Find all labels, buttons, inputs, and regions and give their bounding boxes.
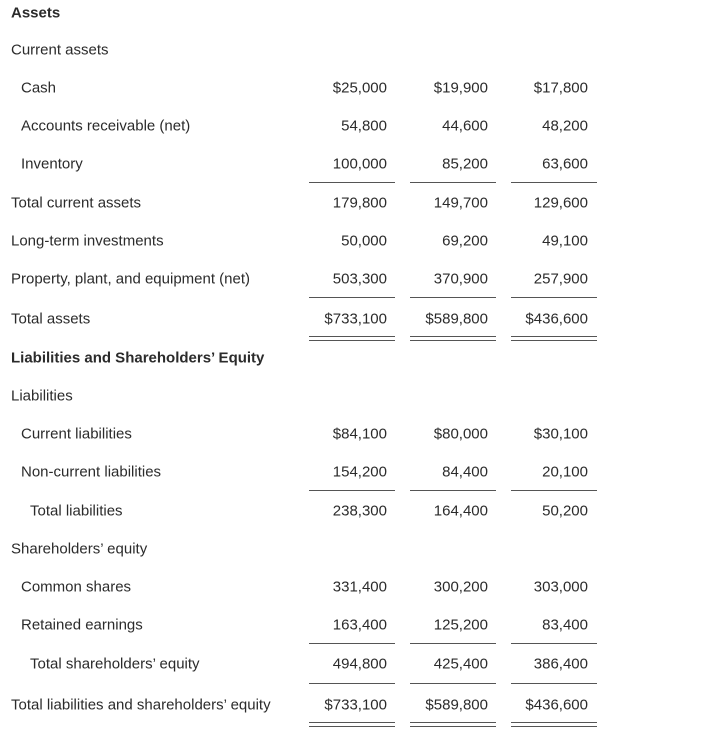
inventory-value-2: 85,200 <box>442 155 488 173</box>
non-current-liabilities-label: Non-current liabilities <box>21 463 162 481</box>
liabilities-equity-heading-row <box>0 339 724 377</box>
long-term-investments-row <box>0 222 724 260</box>
common-shares-value-2: 300,200 <box>433 578 488 596</box>
subtotal-rule <box>309 490 395 491</box>
subtotal-rule <box>511 643 597 644</box>
total-double-rule <box>511 722 597 727</box>
inventory-label: Inventory <box>21 155 83 173</box>
liabilities-equity-heading: Liabilities and Shareholders’ Equity <box>11 349 265 367</box>
total-liabilities-value-1: 238,300 <box>332 502 387 520</box>
subtotal-rule <box>511 297 597 298</box>
subtotal-rule <box>410 683 496 684</box>
subtotal-rule <box>410 297 496 298</box>
subtotal-rule <box>309 297 395 298</box>
ppe-row <box>0 260 724 298</box>
total-current-assets-value-3: 129,600 <box>533 194 588 212</box>
retained-earnings-row <box>0 606 724 644</box>
accounts-receivable-label: Accounts receivable (net) <box>21 117 191 135</box>
shareholders-equity-label: Shareholders’ equity <box>11 540 148 558</box>
subtotal-rule <box>410 182 496 183</box>
liabilities-label-row <box>0 377 724 415</box>
current-liabilities-label: Current liabilities <box>21 425 132 443</box>
subtotal-rule <box>309 182 395 183</box>
non-current-liabilities-value-2: 84,400 <box>442 463 488 481</box>
total-liabilities-value-2: 164,400 <box>433 502 488 520</box>
total-shareholders-equity-value-3: 386,400 <box>533 655 588 673</box>
subtotal-rule <box>410 490 496 491</box>
inventory-row <box>0 145 724 183</box>
long-term-investments-value-3: 49,100 <box>542 232 588 250</box>
subtotal-rule <box>511 683 597 684</box>
total-assets-value-1: $733,100 <box>324 310 387 328</box>
shareholders-equity-label-row <box>0 530 724 568</box>
ppe-label: Property, plant, and equipment (net) <box>11 270 251 288</box>
current-liabilities-row <box>0 415 724 453</box>
current-assets-label: Current assets <box>11 41 109 59</box>
total-assets-label: Total assets <box>11 310 91 328</box>
common-shares-row <box>0 568 724 606</box>
ppe-value-1: 503,300 <box>332 270 387 288</box>
accounts-receivable-row <box>0 107 724 145</box>
current-assets-label-row <box>0 31 724 69</box>
total-current-assets-value-1: 179,800 <box>332 194 387 212</box>
total-shareholders-equity-value-2: 425,400 <box>433 655 488 673</box>
retained-earnings-value-2: 125,200 <box>433 616 488 634</box>
cash-label: Cash <box>21 79 57 97</box>
retained-earnings-value-3: 83,400 <box>542 616 588 634</box>
total-current-assets-value-2: 149,700 <box>433 194 488 212</box>
total-liabilities-value-3: 50,200 <box>542 502 588 520</box>
total-current-assets-row <box>0 184 724 222</box>
cash-value-3: $17,800 <box>533 79 588 97</box>
cash-row <box>0 69 724 107</box>
total-liabilities-equity-value-3: $436,600 <box>525 696 588 714</box>
liabilities-label: Liabilities <box>11 387 73 405</box>
total-current-assets-label: Total current assets <box>11 194 142 212</box>
ppe-value-2: 370,900 <box>433 270 488 288</box>
non-current-liabilities-row <box>0 453 724 491</box>
inventory-value-1: 100,000 <box>332 155 387 173</box>
inventory-value-3: 63,600 <box>542 155 588 173</box>
total-assets-value-3: $436,600 <box>525 310 588 328</box>
assets-heading: Assets <box>11 4 61 22</box>
long-term-investments-value-2: 69,200 <box>442 232 488 250</box>
retained-earnings-label: Retained earnings <box>21 616 143 634</box>
total-double-rule <box>410 722 496 727</box>
current-liabilities-value-2: $80,000 <box>433 425 488 443</box>
subtotal-rule <box>410 643 496 644</box>
current-liabilities-value-1: $84,100 <box>332 425 387 443</box>
non-current-liabilities-value-1: 154,200 <box>332 463 387 481</box>
total-shareholders-equity-label: Total shareholders’ equity <box>30 655 200 673</box>
accounts-receivable-value-3: 48,200 <box>542 117 588 135</box>
retained-earnings-value-1: 163,400 <box>332 616 387 634</box>
subtotal-rule <box>309 643 395 644</box>
total-assets-row <box>0 300 724 338</box>
total-liabilities-equity-value-1: $733,100 <box>324 696 387 714</box>
non-current-liabilities-value-3: 20,100 <box>542 463 588 481</box>
total-assets-value-2: $589,800 <box>425 310 488 328</box>
assets-heading-row <box>0 0 724 32</box>
subtotal-rule <box>511 490 597 491</box>
subtotal-rule <box>511 182 597 183</box>
total-liabilities-equity-value-2: $589,800 <box>425 696 488 714</box>
total-shareholders-equity-value-1: 494,800 <box>332 655 387 673</box>
accounts-receivable-value-1: 54,800 <box>341 117 387 135</box>
ppe-value-3: 257,900 <box>533 270 588 288</box>
total-shareholders-equity-row <box>0 645 724 683</box>
accounts-receivable-value-2: 44,600 <box>442 117 488 135</box>
long-term-investments-value-1: 50,000 <box>341 232 387 250</box>
cash-value-2: $19,900 <box>433 79 488 97</box>
total-liabilities-label: Total liabilities <box>30 502 123 520</box>
total-liabilities-equity-label: Total liabilities and shareholders’ equity <box>11 696 271 714</box>
long-term-investments-label: Long-term investments <box>11 232 164 250</box>
common-shares-label: Common shares <box>21 578 132 596</box>
cash-value-1: $25,000 <box>332 79 387 97</box>
subtotal-rule <box>309 683 395 684</box>
current-liabilities-value-3: $30,100 <box>533 425 588 443</box>
total-liabilities-equity-row <box>0 686 724 724</box>
common-shares-value-3: 303,000 <box>533 578 588 596</box>
common-shares-value-1: 331,400 <box>332 578 387 596</box>
total-double-rule <box>309 722 395 727</box>
total-liabilities-row <box>0 492 724 530</box>
